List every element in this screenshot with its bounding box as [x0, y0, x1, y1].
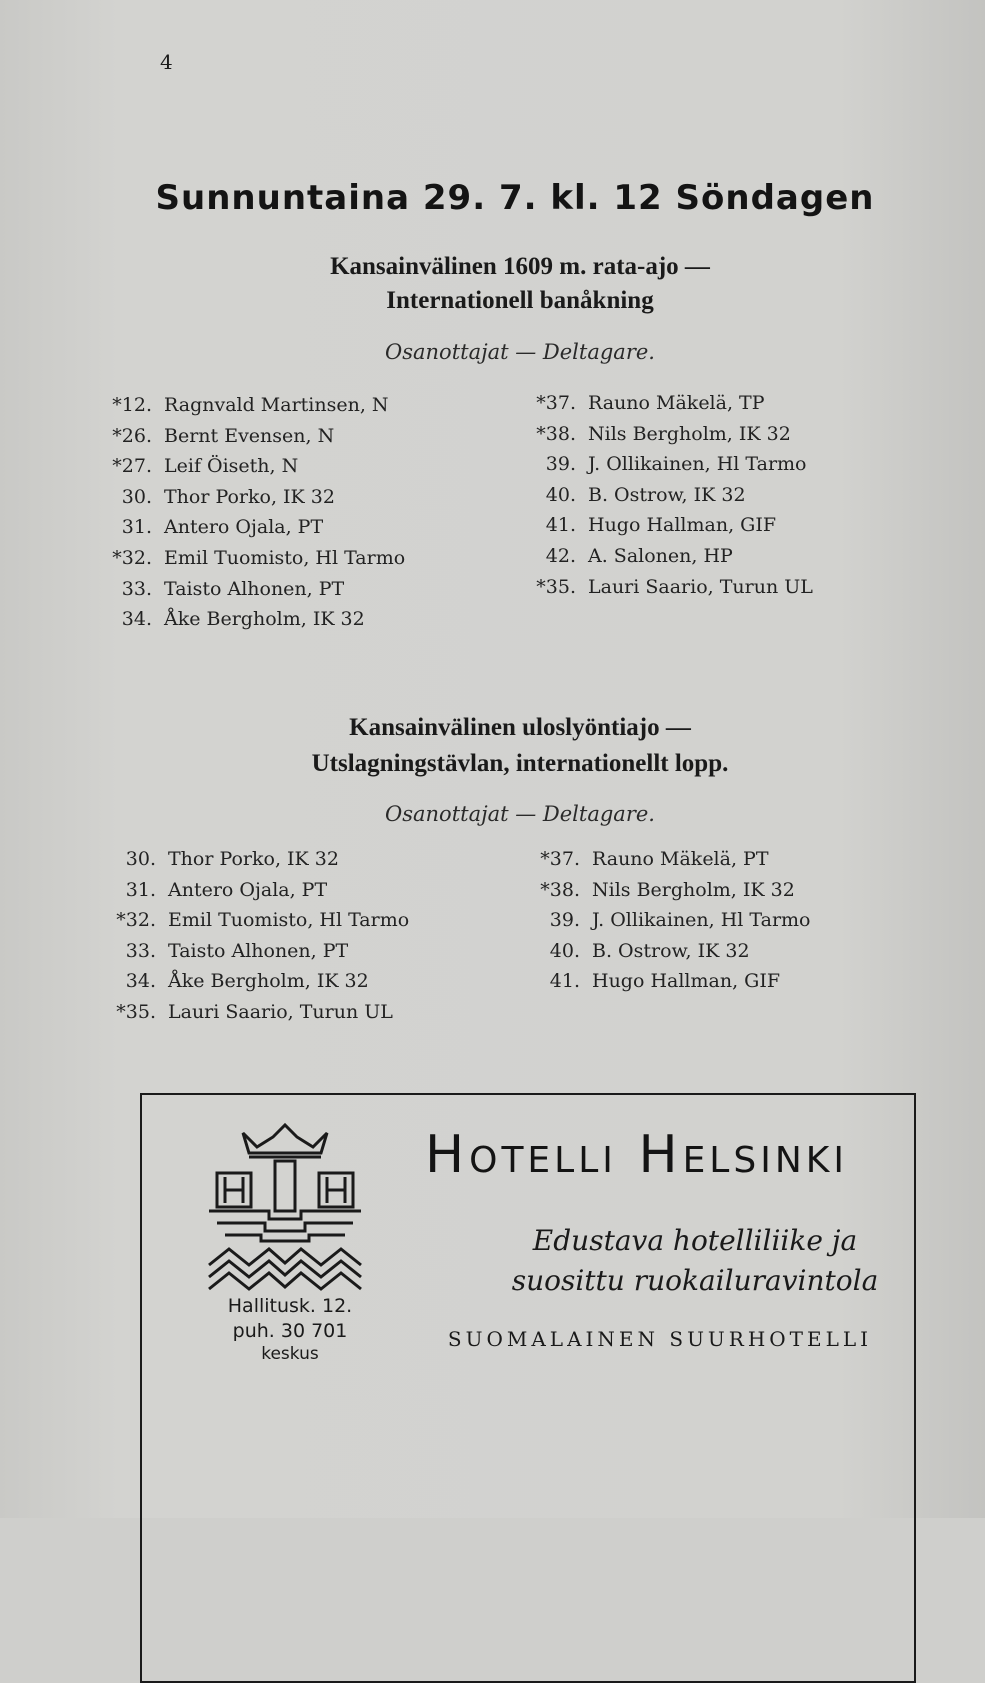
list-item: 41. Hugo Hallman, GIF	[545, 514, 777, 537]
list-item: 34. Åke Bergholm, IK 32	[125, 970, 369, 993]
hotel-slogan-line2: suosittu ruokailuravintola	[511, 1264, 879, 1297]
list-item: 42. A. Salonen, HP	[545, 544, 733, 567]
hotel-logo-icon	[195, 1115, 375, 1295]
page-number: 4	[160, 50, 173, 74]
hotel-address: Hallitusk. 12.	[227, 1295, 353, 1317]
list-item: 39. J. Ollikainen, Hl Tarmo	[549, 909, 811, 932]
section2-title-line1: Kansainvälinen uloslyöntiajo —	[349, 714, 691, 741]
section1-title-line1: Kansainvälinen 1609 m. rata-ajo —	[330, 253, 710, 280]
list-item: 41. Hugo Hallman, GIF	[549, 970, 781, 993]
list-item: *38. Nils Bergholm, IK 32	[540, 878, 795, 901]
list-item: *32. Emil Tuomisto, Hl Tarmo	[112, 546, 406, 569]
list-item: *26. Bernt Evensen, N	[112, 424, 335, 447]
section1-left-list	[112, 390, 405, 635]
section2-left-list	[116, 844, 409, 1028]
section1-participants-label: Osanottajat — Deltagare.	[385, 340, 655, 364]
hotel-slogan-line1: Edustava hotelliliike ja	[532, 1224, 858, 1257]
list-item: 30. Thor Porko, IK 32	[121, 485, 335, 508]
list-item: *37. Rauno Mäkelä, PT	[540, 848, 769, 870]
list-item: 31. Antero Ojala, PT	[125, 878, 328, 901]
section1-title-line2: Internationell banåkning	[386, 287, 654, 314]
list-item: *35. Lauri Saario, Turun UL	[536, 575, 813, 598]
list-item: 33. Taisto Alhonen, PT	[125, 939, 349, 962]
list-item: *38. Nils Bergholm, IK 32	[536, 422, 791, 445]
list-item: *32. Emil Tuomisto, Hl Tarmo	[116, 909, 410, 932]
list-item: 33. Taisto Alhonen, PT	[121, 577, 345, 600]
hotel-phone: puh. 30 701	[232, 1320, 348, 1342]
list-item: 40. B. Ostrow, IK 32	[545, 483, 746, 506]
headline: Sunnuntaina 29. 7. kl. 12 Söndagen	[155, 178, 875, 218]
hotel-chain-name: SUOMALAINEN SUURHOTELLI	[447, 1327, 873, 1351]
list-item: *35. Lauri Saario, Turun UL	[116, 1000, 393, 1023]
list-item: 34. Åke Bergholm, IK 32	[121, 608, 365, 631]
hotel-name: HOTELLI HELSINKI	[425, 1125, 848, 1185]
list-item: 39. J. Ollikainen, Hl Tarmo	[545, 453, 807, 476]
list-item: 40. B. Ostrow, IK 32	[549, 939, 750, 962]
list-item: *12. Ragnvald Martinsen, N	[112, 394, 389, 416]
section2-participants-label: Osanottajat — Deltagare.	[385, 802, 655, 826]
list-item: *27. Leif Öiseth, N	[112, 455, 299, 478]
section2-right-list	[540, 844, 811, 997]
section2-title-line2: Utslagningstävlan, internationellt lopp.	[311, 750, 729, 777]
list-item: 31. Antero Ojala, PT	[121, 516, 324, 539]
list-item: *37. Rauno Mäkelä, TP	[536, 392, 765, 414]
list-item: 30. Thor Porko, IK 32	[125, 848, 339, 870]
section1-right-list	[536, 388, 813, 602]
hotel-exchange: keskus	[261, 1344, 319, 1364]
